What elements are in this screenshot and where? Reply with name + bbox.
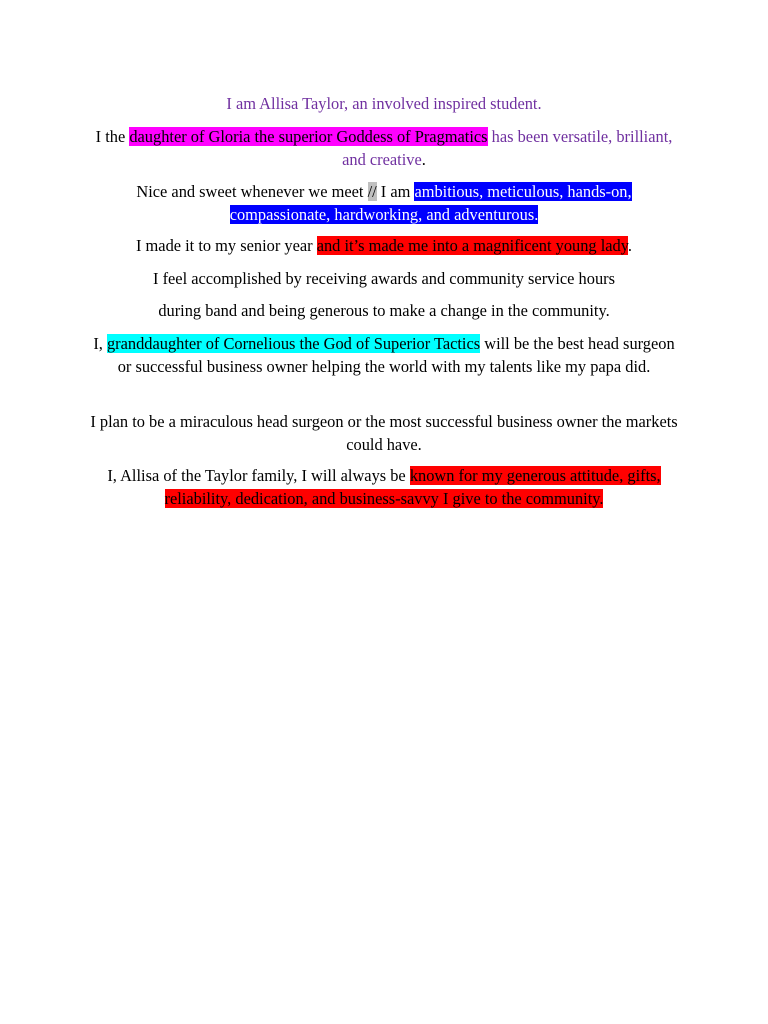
text-plain: I,: [93, 334, 107, 353]
text-plain: I the: [95, 127, 130, 146]
line-band: during band and being generous to make a change in the community.: [158, 301, 610, 320]
text-plain: I made it to my senior year: [135, 236, 317, 255]
paragraph-9: [90, 464, 678, 510]
text-plain: will be the best head surgeon or successful business owner helping the world with my talents like my papa did.: [117, 334, 675, 376]
highlight-red-text: known for my generous attitude, gifts, reliability, dedication, and business-savvy I give to the community.: [164, 466, 661, 508]
line-plan: I plan to be a miraculous head surgeon or the most successful business owner the markets could have.: [90, 412, 678, 454]
paragraph-8: [90, 410, 678, 456]
text-period: .: [421, 150, 426, 169]
text-plain: I am: [376, 182, 415, 201]
paragraph-7: [90, 332, 678, 378]
highlight-gray-text: //: [367, 182, 377, 201]
text-plain: Nice and sweet whenever we meet: [136, 182, 368, 201]
text-plain: I, Allisa of the Taylor family, I will always be: [107, 466, 410, 485]
text-period: .: [627, 236, 632, 255]
highlight-blue-text: ambitious, meticulous, hands-on, compassionate, hardworking, and adventurous.: [229, 182, 632, 224]
paragraph-6: [90, 299, 678, 322]
text-purple: has been versatile, brilliant, and creative: [342, 127, 673, 169]
paragraph-5: [90, 267, 678, 290]
paragraph-2: [90, 125, 678, 171]
highlight-magenta-text: daughter of Gloria the superior Goddess of Pragmatics: [129, 127, 488, 146]
highlight-red-text: and it’s made me into a magnificent young lady: [316, 236, 628, 255]
line-accomplished: I feel accomplished by receiving awards and community service hours: [153, 269, 615, 288]
paragraph-4: [90, 234, 678, 257]
paragraph-3: [90, 180, 678, 226]
line-intro: I am Allisa Taylor, an involved inspired student.: [226, 94, 542, 113]
highlight-cyan-text: granddaughter of Cornelious the God of Superior Tactics: [106, 334, 481, 353]
paragraph-1: [90, 92, 678, 115]
